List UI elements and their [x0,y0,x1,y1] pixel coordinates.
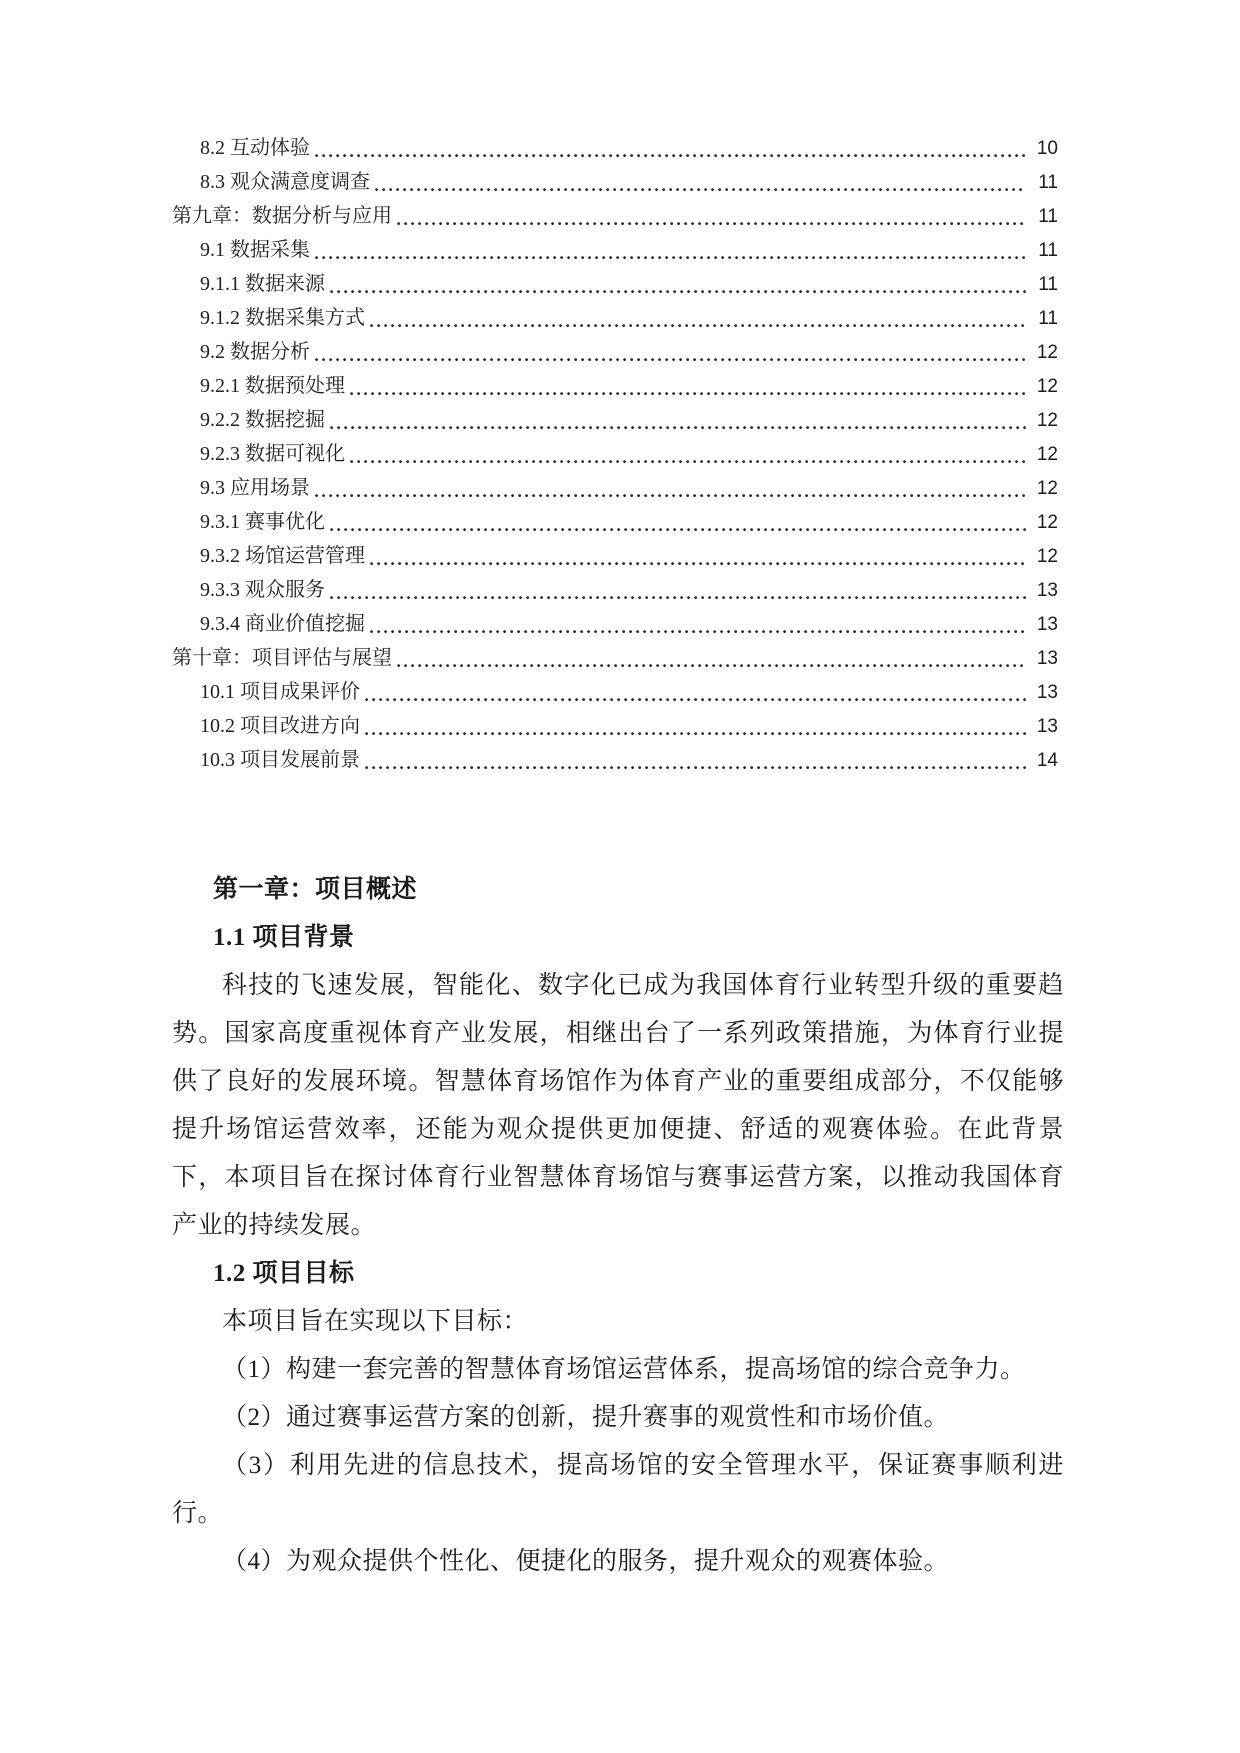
toc-entry-9-2-1[interactable] [172,369,1058,403]
toc-page-number: 11 [1038,308,1058,329]
toc-page-number: 12 [1036,342,1058,363]
toc-page-number: 11 [1038,240,1058,261]
toc-page-number: 13 [1036,614,1058,635]
goal-item-3: （3）利用先进的信息技术，提高场馆的安全管理水平，保证赛事顺利进行。 [172,1452,1064,1527]
toc-dotted-leader [330,596,1026,600]
toc-entry-label: 9.1 数据采集 [200,239,310,261]
toc-entry-label: 第九章：数据分析与应用 [172,205,392,227]
toc-entry-label: 9.1.2 数据采集方式 [200,307,365,329]
toc-entry-label: 9.3.1 赛事优化 [200,511,325,533]
toc-page-number: 10 [1036,138,1058,159]
section-1-2-heading: 1.2 项目目标 [213,1260,355,1287]
goal-item-4: （4）为观众提供个性化、便捷化的服务，提升观众的观赛体验。 [222,1548,950,1575]
toc-dotted-leader [365,766,1026,770]
toc-dotted-leader [365,732,1026,736]
toc-entry-label: 9.3.2 场馆运营管理 [200,545,365,567]
toc-entry-label: 9.2.2 数据挖掘 [200,409,325,431]
toc-entry-chapter-10[interactable] [172,641,1058,675]
toc-dotted-leader [350,392,1026,396]
toc-page-number: 12 [1036,444,1058,465]
table-of-contents [172,131,1058,777]
toc-entry-label: 9.1.1 数据来源 [200,273,325,295]
toc-dotted-leader [315,358,1026,362]
toc-entry-9-2-2[interactable] [172,403,1058,437]
toc-dotted-leader [397,664,1026,668]
toc-dotted-leader [397,222,1026,226]
toc-entry-9-2[interactable] [172,335,1058,369]
paragraph-project-background: 科技的飞速发展，智能化、数字化已成为我国体育行业转型升级的重要趋势。国家高度重视体育产业发展，相继出台了一系列政策措施，为体育行业提供了良好的发展环境。智慧体育场馆作为体育产业的重要组成部分，不仅能够提升场馆运营效率，还能为观众提供更加便捷、舒适的观赛体验。在此背景下，本项目旨在探讨体育行业智慧体育场馆与赛事运营方案，以推动我国体育产业的持续发展。 [172,972,1064,1239]
goal-item-2: （2）通过赛事运营方案的创新，提升赛事的观赏性和市场价值。 [222,1404,950,1431]
toc-dotted-leader [375,188,1026,192]
toc-entry-label: 9.2.3 数据可视化 [200,443,345,465]
toc-page-number: 13 [1036,648,1058,669]
toc-entry-10-3[interactable] [172,743,1058,777]
toc-page-number: 12 [1036,546,1058,567]
toc-page-number: 13 [1036,716,1058,737]
toc-entry-label: 10.1 项目成果评价 [200,681,360,703]
chapter-1-heading: 第一章：项目概述 [213,876,418,903]
toc-entry-9-3[interactable] [172,471,1058,505]
toc-page-number: 11 [1038,206,1058,227]
toc-entry-9-3-4[interactable] [172,607,1058,641]
toc-entry-label: 9.3.4 商业价值挖掘 [200,613,365,635]
goal-item-1: （1）构建一套完善的智慧体育场馆运营体系，提高场馆的综合竞争力。 [222,1356,1026,1383]
toc-page-number: 12 [1036,478,1058,499]
toc-dotted-leader [315,256,1026,260]
toc-entry-9-1-1[interactable] [172,267,1058,301]
toc-entry-label: 8.3 观众满意度调查 [200,171,370,193]
paragraph-goals-intro: 本项目旨在实现以下目标： [222,1308,529,1335]
toc-entry-chapter-9[interactable] [172,199,1058,233]
toc-dotted-leader [370,630,1026,634]
toc-entry-10-1[interactable] [172,675,1058,709]
toc-page-number: 11 [1038,274,1058,295]
toc-dotted-leader [370,324,1026,328]
toc-dotted-leader [365,698,1026,702]
toc-entry-label: 8.2 互动体验 [200,137,310,159]
section-1-1-heading: 1.1 项目背景 [213,924,355,951]
toc-dotted-leader [330,528,1026,532]
toc-entry-9-3-3[interactable] [172,573,1058,607]
toc-entry-10-2[interactable] [172,709,1058,743]
toc-entry-9-3-1[interactable] [172,505,1058,539]
toc-page-number: 12 [1036,512,1058,533]
toc-entry-label: 10.2 项目改进方向 [200,715,360,737]
toc-entry-label: 9.2 数据分析 [200,341,310,363]
toc-dotted-leader [350,460,1026,464]
toc-entry-label: 9.3 应用场景 [200,477,310,499]
toc-dotted-leader [330,290,1026,294]
toc-entry-label: 9.3.3 观众服务 [200,579,325,601]
document-body [172,866,1064,1586]
toc-page-number: 13 [1036,580,1058,601]
toc-entry-8-3[interactable] [172,165,1058,199]
toc-page-number: 12 [1036,376,1058,397]
toc-entry-9-1[interactable] [172,233,1058,267]
toc-dotted-leader [330,426,1026,430]
toc-entry-9-2-3[interactable] [172,437,1058,471]
toc-entry-8-2[interactable] [172,131,1058,165]
toc-dotted-leader [315,154,1026,158]
toc-entry-9-1-2[interactable] [172,301,1058,335]
toc-entry-label: 第十章：项目评估与展望 [172,647,392,669]
toc-entry-9-3-2[interactable] [172,539,1058,573]
toc-page-number: 12 [1036,410,1058,431]
toc-page-number: 11 [1038,172,1058,193]
toc-page-number: 14 [1036,750,1058,771]
toc-entry-label: 9.2.1 数据预处理 [200,375,345,397]
toc-entry-label: 10.3 项目发展前景 [200,749,360,771]
toc-page-number: 13 [1036,682,1058,703]
toc-dotted-leader [370,562,1026,566]
toc-dotted-leader [315,494,1026,498]
